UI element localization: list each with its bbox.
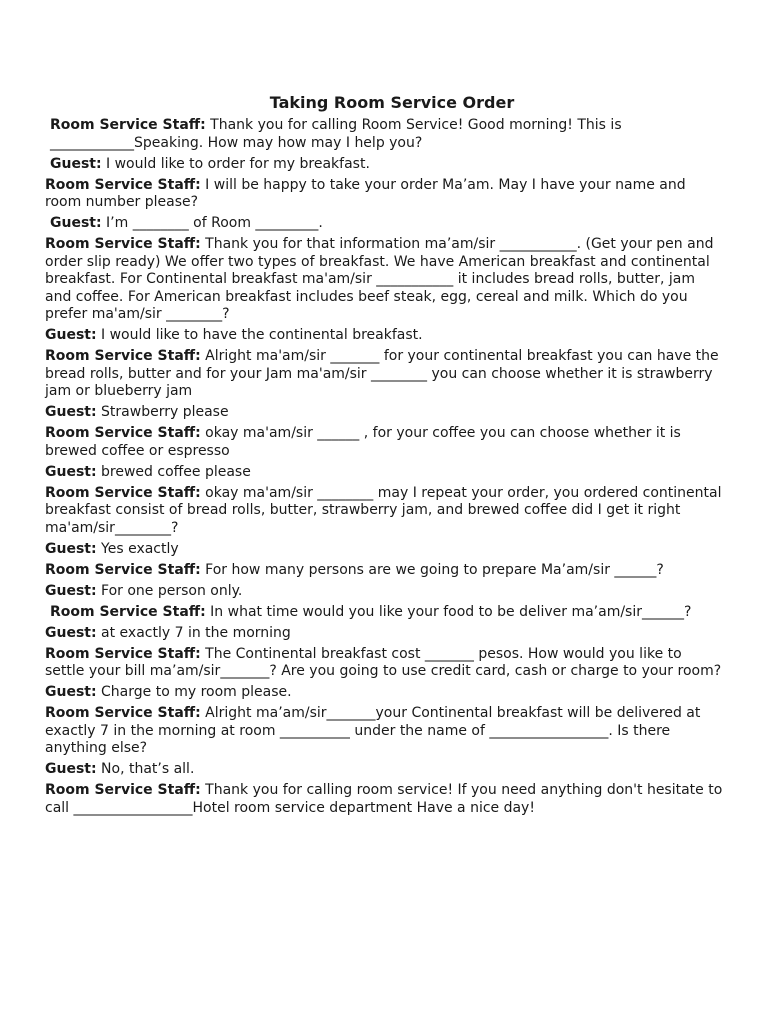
dialogue-turn [45, 684, 725, 702]
dialogue-text: The Continental breakfast cost _______ pesos. How would you like to settle your bill ma’am/sir_______? Are you going to use credit card, cash or charge to your room? [45, 645, 722, 679]
dialogue-text: In what time would you like your food to be deliver ma’am/sir______? [205, 603, 692, 620]
speaker-label: Room Service Staff: [45, 176, 201, 193]
dialogue-turn [45, 177, 725, 212]
dialogue-text: I’m ________ of Room _________. [101, 215, 323, 231]
speaker-label: Guest: [45, 761, 97, 777]
dialogue-text: okay ma'am/sir ______ , for your coffee you can choose whether it is brewed coffee or espresso [45, 425, 681, 459]
dialogue-text: at exactly 7 in the morning [96, 624, 291, 641]
dialogue-text: Strawberry please [96, 404, 229, 420]
dialogue-turn [45, 761, 725, 779]
dialogue-text: I would like to order for my breakfast. [101, 155, 370, 172]
speaker-label: Room Service Staff: [45, 645, 201, 662]
dialogue-turn [45, 705, 725, 758]
dialogue-turn [45, 541, 725, 559]
dialogue-turn [45, 562, 725, 580]
speaker-label: Room Service Staff: [45, 236, 201, 252]
speaker-label: Room Service Staff: [45, 348, 201, 364]
dialogue-turn [45, 348, 725, 401]
dialogue-turn [45, 215, 725, 233]
dialogue-turn [45, 156, 725, 174]
dialogue-turn [45, 327, 725, 345]
speaker-label: Guest: [45, 327, 97, 343]
dialogue-text: I would like to have the continental breakfast. [96, 327, 423, 343]
dialogue-turn [45, 604, 725, 622]
dialogue-turn [45, 236, 725, 324]
dialogue-text: Charge to my room please. [96, 684, 292, 700]
speaker-label: Guest: [50, 215, 102, 231]
dialogue-turn [45, 425, 725, 460]
speaker-label: Guest: [45, 624, 97, 641]
dialogue-text: Thank you for calling room service! If you need anything don't hesitate to call _________________Hotel room service department Have a nice day! [45, 782, 723, 816]
dialogue-turn [45, 464, 725, 482]
dialogue-text: okay ma'am/sir ________ may I repeat your order, you ordered continental breakfast consist of bread rolls, butter, strawberry jam, and brewed coffee did I get it right ma'am/sir________? [45, 484, 722, 536]
speaker-label: Guest: [45, 463, 97, 480]
speaker-label: Guest: [45, 404, 97, 420]
speaker-label: Guest: [50, 155, 102, 172]
dialogue-text: brewed coffee please [96, 463, 251, 480]
dialogue-turn [45, 625, 725, 643]
speaker-label: Room Service Staff: [45, 705, 201, 721]
speaker-label: Room Service Staff: [45, 561, 201, 578]
document-page [45, 93, 725, 821]
dialogue-turn [45, 646, 725, 681]
speaker-label: Room Service Staff: [50, 603, 206, 620]
speaker-label: Room Service Staff: [45, 782, 201, 798]
speaker-label: Guest: [45, 684, 97, 700]
dialogue-text: I will be happy to take your order Ma’am. May I have your name and room number please? [45, 176, 686, 210]
dialogue-text: For how many persons are we going to prepare Ma’am/sir ______? [200, 561, 664, 578]
dialogue-text: For one person only. [96, 582, 243, 599]
dialogue-turn [45, 404, 725, 422]
speaker-label: Guest: [45, 540, 97, 557]
dialogue-turn [45, 583, 725, 601]
speaker-label: Room Service Staff: [45, 484, 201, 501]
dialogue-text: Alright ma'am/sir _______ for your continental breakfast you can have the bread rolls, butter and for your Jam ma'am/sir ________ you can choose whether it is strawberry jam or blueberry jam [45, 348, 719, 399]
speaker-label: Room Service Staff: [50, 117, 206, 133]
dialogue-turn [45, 782, 725, 817]
dialogue-turn [45, 117, 725, 152]
speaker-label: Guest: [45, 582, 97, 599]
dialogue-turn [45, 485, 725, 538]
dialogue-text: Yes exactly [96, 540, 179, 557]
dialogue-text: Alright ma’am/sir_______your Continental breakfast will be delivered at exactly 7 in the morning at room __________ under the name of _________________. Is there anything else? [45, 705, 701, 756]
dialogue-text: No, that’s all. [96, 761, 195, 777]
dialogue-text: Thank you for calling Room Service! Good morning! This is ____________Speaking. How may how may I help you? [50, 117, 622, 151]
document-title: Taking Room Service Order [269, 93, 515, 112]
dialogue-text: Thank you for that information ma’am/sir ___________. (Get your pen and order slip ready) We offer two types of breakfast. We have American breakfast and continental breakfast. For Continental breakfast ma'am/sir ___________ it includes bread rolls, butter, jam and coffee. For American breakfast includes beef steak, egg, cereal and milk. Which do you prefer ma'am/sir ________? [45, 236, 714, 322]
speaker-label: Room Service Staff: [45, 425, 201, 441]
